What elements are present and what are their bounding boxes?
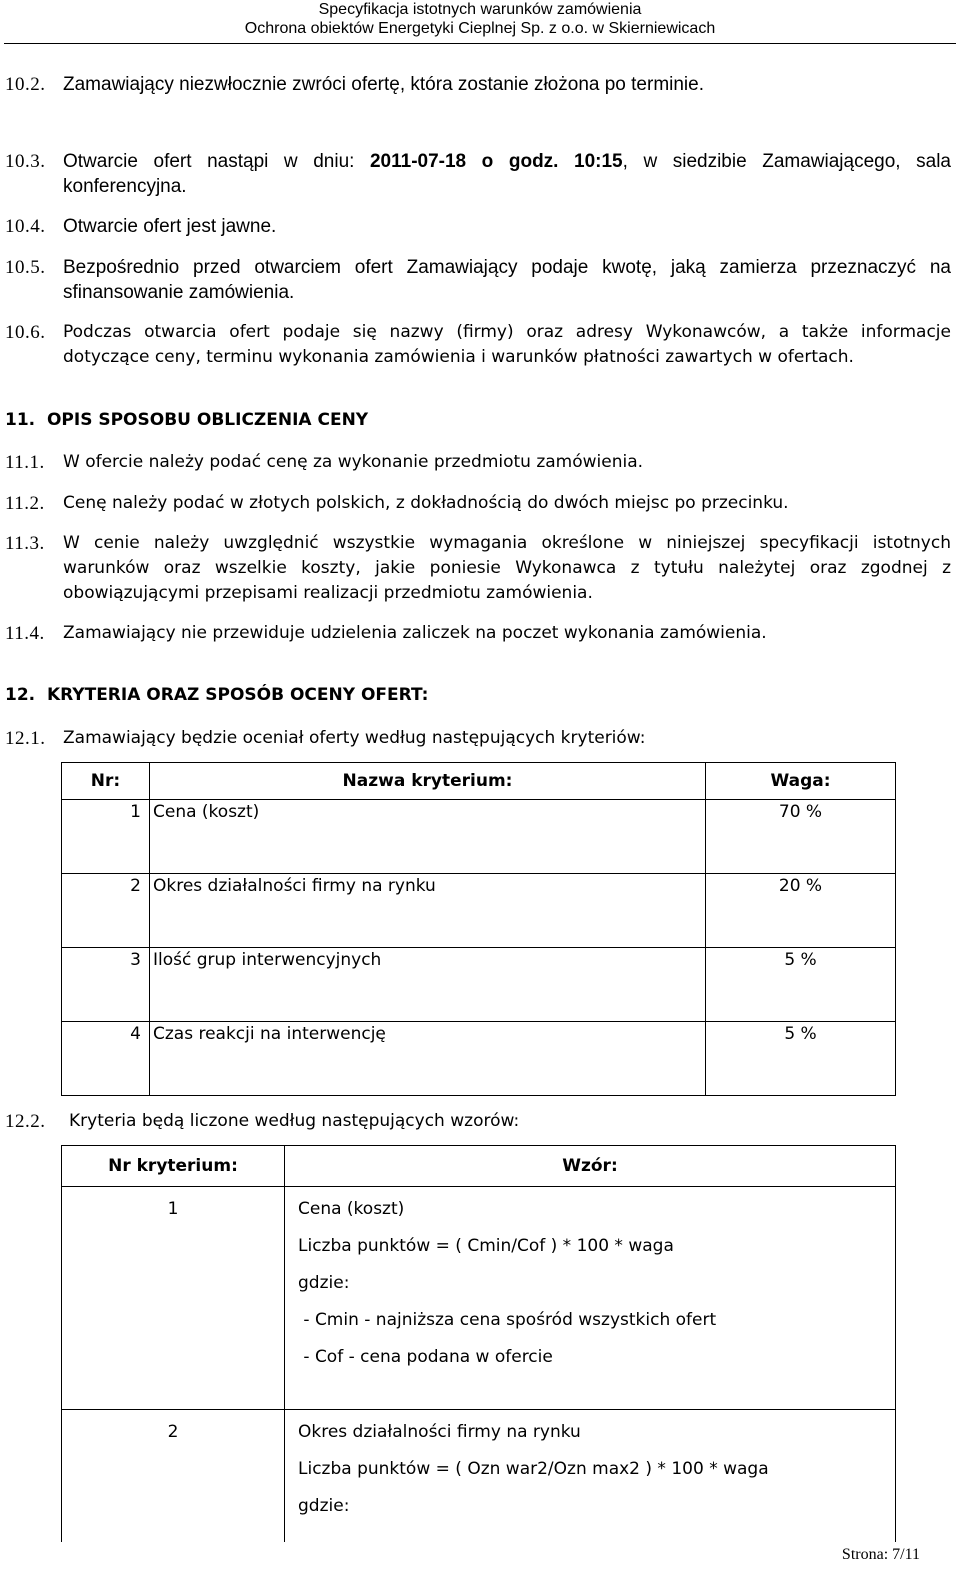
section-heading-12: 12. KRYTERIA ORAZ SPOSÓB OCENY OFERT: (5, 685, 429, 705)
section-text: Kryteria będą liczone według następujących wzorów: (69, 1111, 520, 1131)
section-text-part: sfinansowanie zamówienia. (63, 282, 295, 303)
page-number: Strona: 7/11 (841, 1546, 920, 1563)
section-10-6 (5, 320, 951, 370)
opening-date: 2011-07-18 o godz. 10:15 (369, 151, 623, 172)
formula-line: - Cof - cena podana w ofercie (298, 1347, 553, 1367)
section-12-2 (5, 1109, 951, 1134)
section-text-part: Bezpośrednio przed otwarciem ofert Zamawiający podaje kwotę, jaką zamierza przeznaczyć na (63, 257, 951, 278)
table-header-row (62, 1146, 896, 1187)
section-number: 12.2. (5, 1111, 46, 1132)
column-header-weight: Waga: (706, 763, 896, 800)
section-number: 10.4. (5, 216, 46, 237)
section-number: 11.3. (5, 533, 45, 554)
section-text (63, 255, 951, 305)
section-number: 10.5. (5, 257, 46, 278)
column-header-nr: Nr: (62, 763, 150, 800)
formula-line: gdzie: (298, 1273, 350, 1293)
section-number: 10.2. (5, 74, 46, 95)
column-header-criterion: Nr kryterium: (62, 1146, 285, 1187)
criterion-weight: 5 % (706, 1022, 896, 1096)
section-number: 12.1. (5, 728, 46, 749)
section-text: Zamawiający niezwłocznie zwróci ofertę, która zostanie złożona po terminie. (63, 74, 704, 95)
section-text: Cenę należy podać w złotych polskich, z dokładnością do dwóch miejsc po przecinku. (63, 493, 789, 513)
section-number: 11.1. (5, 452, 45, 473)
section-text-part: konferencyjna. (63, 176, 187, 197)
section-number: 11.4. (5, 623, 45, 644)
formula-criterion-number: 1 (62, 1187, 285, 1410)
formula-line: Okres działalności firmy na rynku (298, 1422, 581, 1442)
criterion-name-cell (150, 948, 706, 1022)
section-10-3 (5, 149, 951, 199)
criterion-name-cell (150, 1022, 706, 1096)
formula-criterion-number: 2 (62, 1410, 285, 1543)
formula-cell (285, 1410, 896, 1543)
section-10-4 (5, 214, 951, 239)
section-text: Zamawiający będzie oceniał oferty według następujących kryteriów: (63, 728, 646, 748)
criteria-table (61, 762, 896, 1096)
formula-line: Liczba punktów = ( Cmin/Cof ) * 100 * waga (298, 1236, 674, 1256)
section-11-4 (5, 621, 951, 646)
section-11-2 (5, 491, 951, 516)
criterion-number: 3 (62, 948, 150, 1022)
table-header-row (62, 763, 896, 800)
criterion-number: 4 (62, 1022, 150, 1096)
criterion-weight: 5 % (706, 948, 896, 1022)
criterion-name: Okres działalności firmy na rynku (153, 876, 436, 896)
table-row (62, 1022, 896, 1096)
section-11-3 (5, 531, 951, 606)
section-11-1 (5, 450, 951, 475)
section-number: 11.2. (5, 493, 45, 514)
section-12-1 (5, 726, 951, 751)
formula-cell (285, 1187, 896, 1410)
formula-line: Liczba punktów = ( Ozn war2/Ozn max2 ) * 100 * waga (298, 1459, 769, 1479)
table-row (62, 1187, 896, 1410)
formula-line: gdzie: (298, 1496, 350, 1516)
table-row (62, 948, 896, 1022)
section-text-part: Otwarcie ofert nastąpi w dniu: (63, 151, 370, 172)
table-row (62, 874, 896, 948)
table-row (62, 800, 896, 874)
section-text: Podczas otwarcia ofert podaje się nazwy (firmy) oraz adresy Wykonawców, a także informacje dotyczące ceny, terminu wykonania zamówienia i warunków płatności zawartych w ofertach. (63, 322, 951, 367)
column-header-name: Nazwa kryterium: (150, 763, 706, 800)
section-number: 10.3. (5, 151, 46, 172)
document-header (0, 0, 960, 38)
formula-table (61, 1145, 896, 1542)
header-divider (4, 43, 956, 44)
criterion-name: Cena (koszt) (153, 802, 260, 822)
criterion-number: 1 (62, 800, 150, 874)
header-company: Ochrona obiektów Energetyki Cieplnej Sp. z o.o. w Skierniewicach (244, 20, 716, 37)
section-text-part: , w siedzibie Zamawiającego, sala (622, 151, 951, 172)
section-10-2 (5, 72, 951, 97)
criterion-name: Ilość grup interwencyjnych (153, 950, 382, 970)
section-number: 10.6. (5, 322, 46, 343)
criterion-name-cell (150, 800, 706, 874)
criterion-weight: 70 % (706, 800, 896, 874)
formula-line: - Cmin - najniższa cena spośród wszystkich ofert (298, 1310, 717, 1330)
section-text: W cenie należy uwzględnić wszystkie wymagania określone w niniejszej specyfikacji istotnych warunków oraz wszelkie koszty, jakie poniesie Wykonawca z tytułu należytej oraz zgodnej z obowiązującymi przepisami realizacji przedmiotu zamówienia. (63, 533, 951, 603)
section-text (63, 149, 951, 199)
header-title: Specyfikacja istotnych warunków zamówienia (318, 1, 642, 18)
criterion-number: 2 (62, 874, 150, 948)
section-text: W ofercie należy podać cenę za wykonanie przedmiotu zamówienia. (63, 452, 644, 472)
column-header-formula: Wzór: (285, 1146, 896, 1187)
section-text: Otwarcie ofert jest jawne. (63, 216, 277, 237)
criterion-weight: 20 % (706, 874, 896, 948)
formula-line: Cena (koszt) (298, 1199, 405, 1219)
table-row (62, 1410, 896, 1543)
criterion-name: Czas reakcji na interwencję (153, 1024, 386, 1044)
section-text: Zamawiający nie przewiduje udzielenia zaliczek na poczet wykonania zamówienia. (63, 623, 767, 643)
criterion-name-cell (150, 874, 706, 948)
section-heading-11: 11. OPIS SPOSOBU OBLICZENIA CENY (5, 410, 369, 430)
section-10-5 (5, 255, 951, 305)
